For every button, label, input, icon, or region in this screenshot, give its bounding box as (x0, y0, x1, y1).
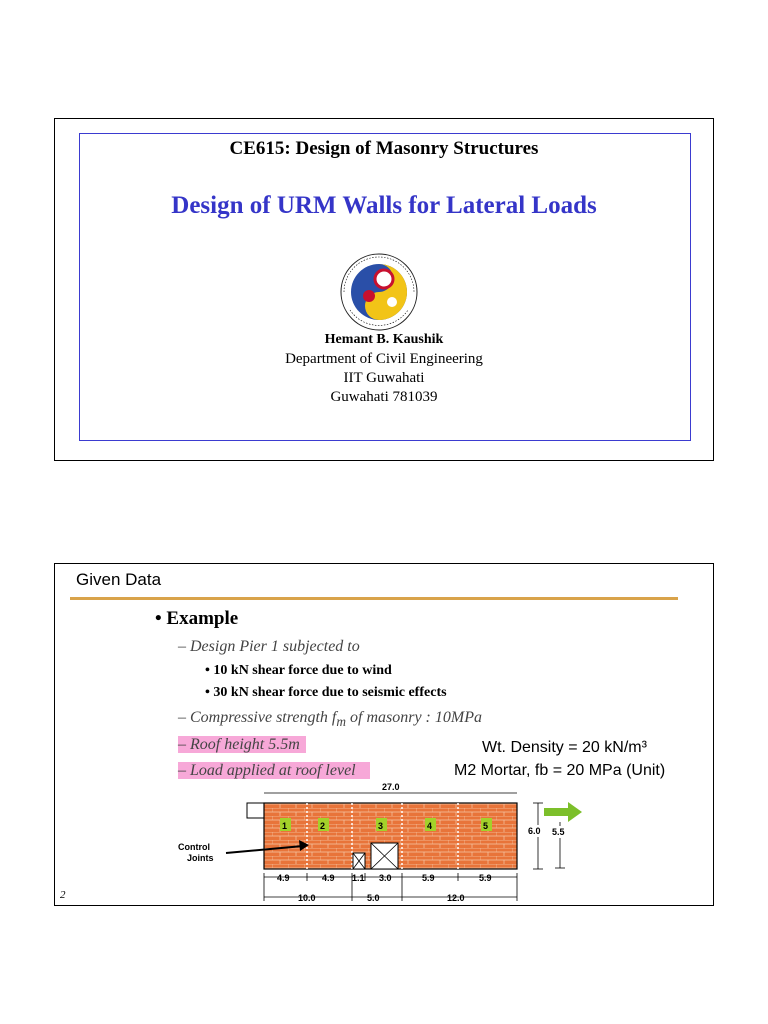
load-level-item: – Load applied at roof level (178, 762, 370, 780)
roof-height-label: 5.5 (552, 827, 565, 837)
slide-number: 2 (60, 889, 66, 901)
pier-label: 1 (282, 821, 288, 831)
dim-label: 5.0 (367, 893, 380, 903)
dim-label: 5.9 (479, 873, 492, 883)
slide-header: Given Data (76, 570, 162, 589)
control-joints-label: Control (178, 842, 210, 852)
institute: IIT Guwahati (343, 370, 425, 386)
mortar-info: M2 Mortar, fb = 20 MPa (Unit) (454, 762, 666, 779)
design-item: – Design Pier 1 subjected to (178, 638, 360, 655)
dim-label: 4.9 (277, 873, 290, 883)
pier-label: 2 (320, 821, 326, 831)
fm-subscript: m (336, 714, 346, 730)
total-length-label: 27.0 (382, 782, 400, 792)
department: Department of Civil Engineering (285, 351, 483, 367)
lecture-title: Design of URM Walls for Lateral Loads (171, 192, 597, 219)
pier-label: 4 (427, 821, 433, 831)
dim-label: 1.1 (352, 873, 365, 883)
example-bullet: • Example (155, 608, 239, 629)
roof-height-item: – Roof height 5.5m (178, 736, 306, 754)
density-info: Wt. Density = 20 kN/m³ (482, 739, 647, 756)
dim-label: 4.9 (322, 873, 335, 883)
seismic-item: • 30 kN shear force due to seismic effects (205, 685, 447, 700)
address: Guwahati 781039 (330, 389, 438, 405)
dim-label: 10.0 (298, 893, 316, 903)
load-arrow-icon (544, 802, 582, 822)
author-name: Hemant B. Kaushik (324, 332, 444, 347)
wall-height-label: 6.0 (528, 826, 541, 836)
compressive-item: – Compressive strength $f_m$ of masonry : 10MPa (178, 709, 482, 730)
dim-label: 3.0 (379, 873, 392, 883)
dim-label: 12.0 (447, 893, 465, 903)
pier-label: 3 (378, 821, 384, 831)
pier-label: 5 (483, 821, 489, 831)
course-title: CE615: Design of Masonry Structures (229, 138, 539, 159)
dim-label: 5.9 (422, 873, 435, 883)
control-joints-label: Joints (187, 853, 214, 863)
wind-item: • 10 kN shear force due to wind (205, 663, 392, 678)
